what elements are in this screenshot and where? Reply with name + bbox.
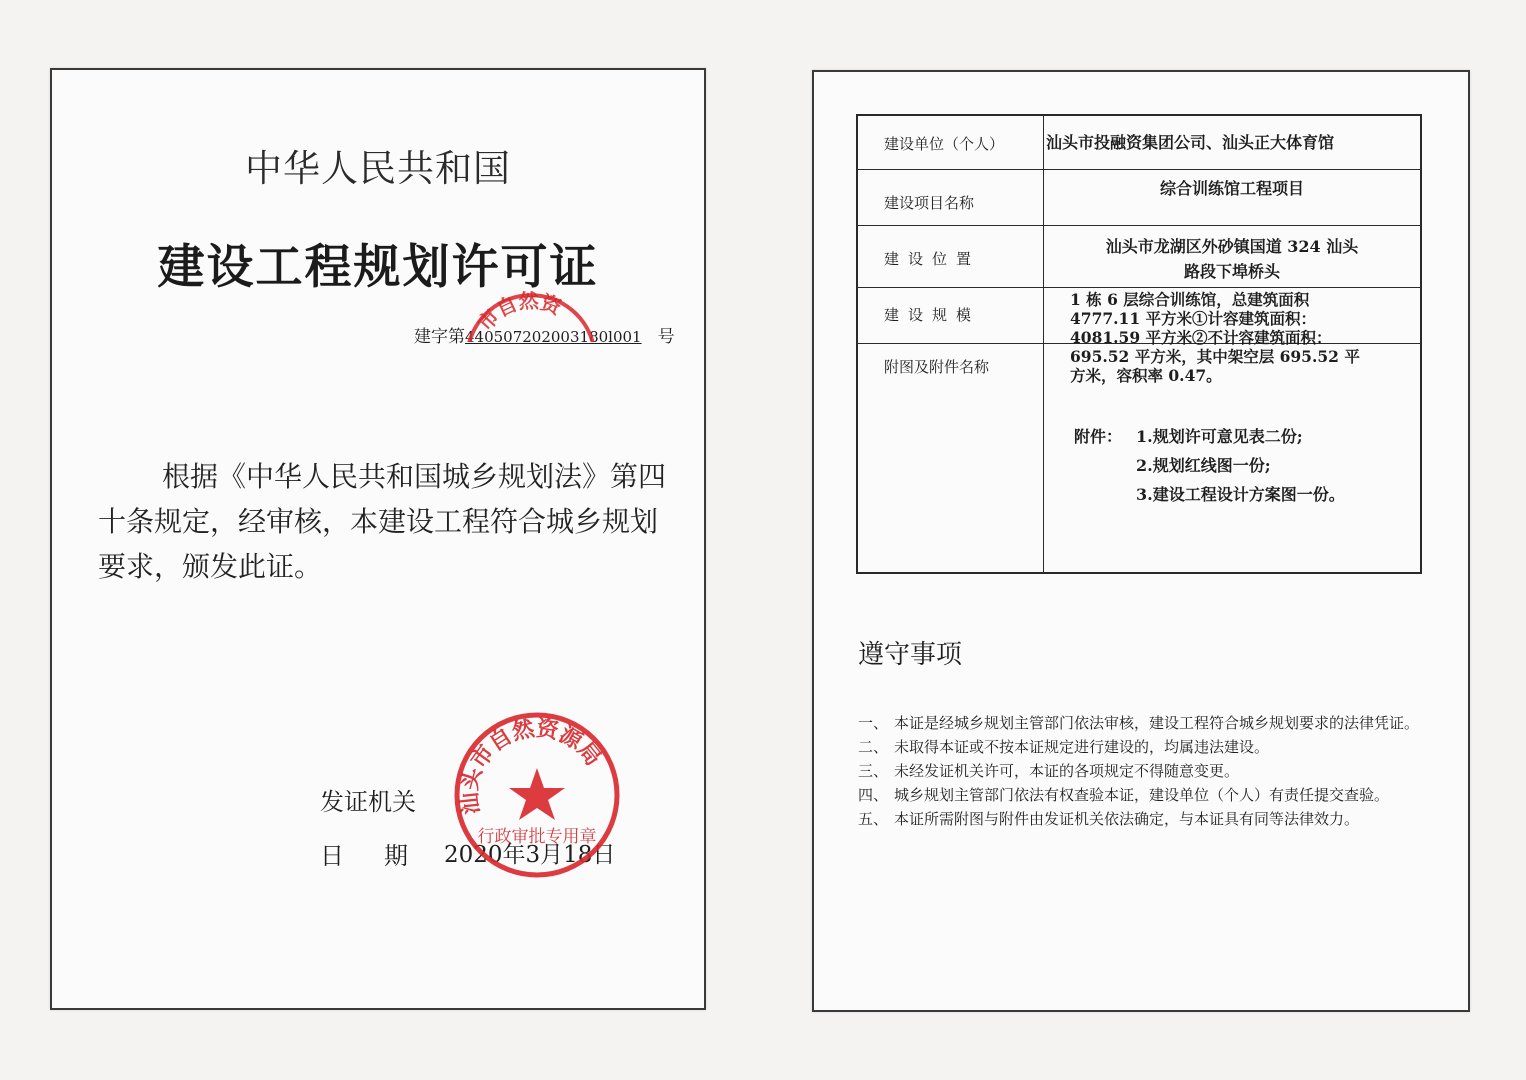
attachment-item: 3.建设工程设计方案图一份。 xyxy=(1136,485,1345,504)
date-label: 日期 xyxy=(320,842,448,870)
seal-subtext: 行政审批专用章 xyxy=(477,827,597,847)
permit-number: 440507202003180l001 xyxy=(465,328,642,346)
partial-seal-text: 市自然资 xyxy=(472,288,565,336)
list-item: 一、 本证是经城乡规划主管部门依法审核，建设工程符合城乡规划要求的法律凭证。 xyxy=(858,714,1420,732)
attachment-item: 2.规划红线图一份; xyxy=(1136,456,1271,475)
permit-prefix: 建字第 xyxy=(414,327,465,347)
attachments-label: 附件： xyxy=(1074,427,1123,446)
svg-text:汕头市自然资源局 xyxy=(457,715,606,815)
row-label: 建设单位（个人） xyxy=(884,135,1005,153)
row-label: 附图及附件名称 xyxy=(884,358,990,376)
certificate-details-page xyxy=(812,70,1470,1012)
list-item: 五、 本证所需附图与附件由发证机关依法确定，与本证具有同等法律效力。 xyxy=(858,810,1360,828)
row-label: 建设位置 xyxy=(884,250,981,268)
notices-title: 遵守事项 xyxy=(858,640,963,670)
permit-suffix: 号 xyxy=(657,327,675,347)
table-row xyxy=(858,116,1420,170)
row-label: 建设项目名称 xyxy=(884,194,975,212)
country-heading: 中华人民共和国 xyxy=(245,147,511,190)
list-item: 四、 城乡规划主管部门依法有权查验本证，建设单位（个人）有责任提交查验。 xyxy=(858,786,1390,804)
details-table xyxy=(856,114,1422,574)
scale-description: 1 栋 6 层综合训练馆，总建筑面积 4777.11 平方米①计容建筑面积： 4081.59 平方米②不计容建筑面积： 695.52 平方米，其中架空层 695.52 平 方米，容积率 0.47。 xyxy=(1070,290,1360,385)
issue-date: 2020年3月18日 xyxy=(444,842,616,868)
attachment-item: 1.规划许可意见表二份; xyxy=(1136,427,1303,446)
row-value: 综合训练馆工程项目 xyxy=(1159,179,1304,198)
table-row xyxy=(858,170,1420,226)
row-label: 建设规模 xyxy=(884,306,981,324)
issuer-label: 发证机关 xyxy=(320,788,416,816)
table-row xyxy=(858,226,1420,288)
certificate-title: 建设工程规划许可证 xyxy=(157,240,599,295)
certificate-front-page xyxy=(50,68,706,1010)
notices-list xyxy=(858,712,1438,832)
row-value-line: 汕头市龙湖区外砂镇国道 324 汕头 xyxy=(1105,237,1359,256)
row-value: 汕头市投融资集团公司、汕头正大体育馆 xyxy=(1046,133,1335,152)
row-value-line: 路段下埠桥头 xyxy=(1183,262,1280,281)
certificate-body-text: 根据《中华人民共和国城乡规划法》第四十条规定，经审核，本建设工程符合城乡规划要求，颁发此证。 xyxy=(98,460,667,583)
list-item: 二、 未取得本证或不按本证规定进行建设的，均属违法建设。 xyxy=(858,738,1270,756)
permit-number-line xyxy=(414,322,675,347)
seal-arc-text: 汕头市自然资源局 xyxy=(457,716,606,816)
list-item: 三、 未经发证机关许可，本证的各项规定不得随意变更。 xyxy=(858,762,1240,780)
